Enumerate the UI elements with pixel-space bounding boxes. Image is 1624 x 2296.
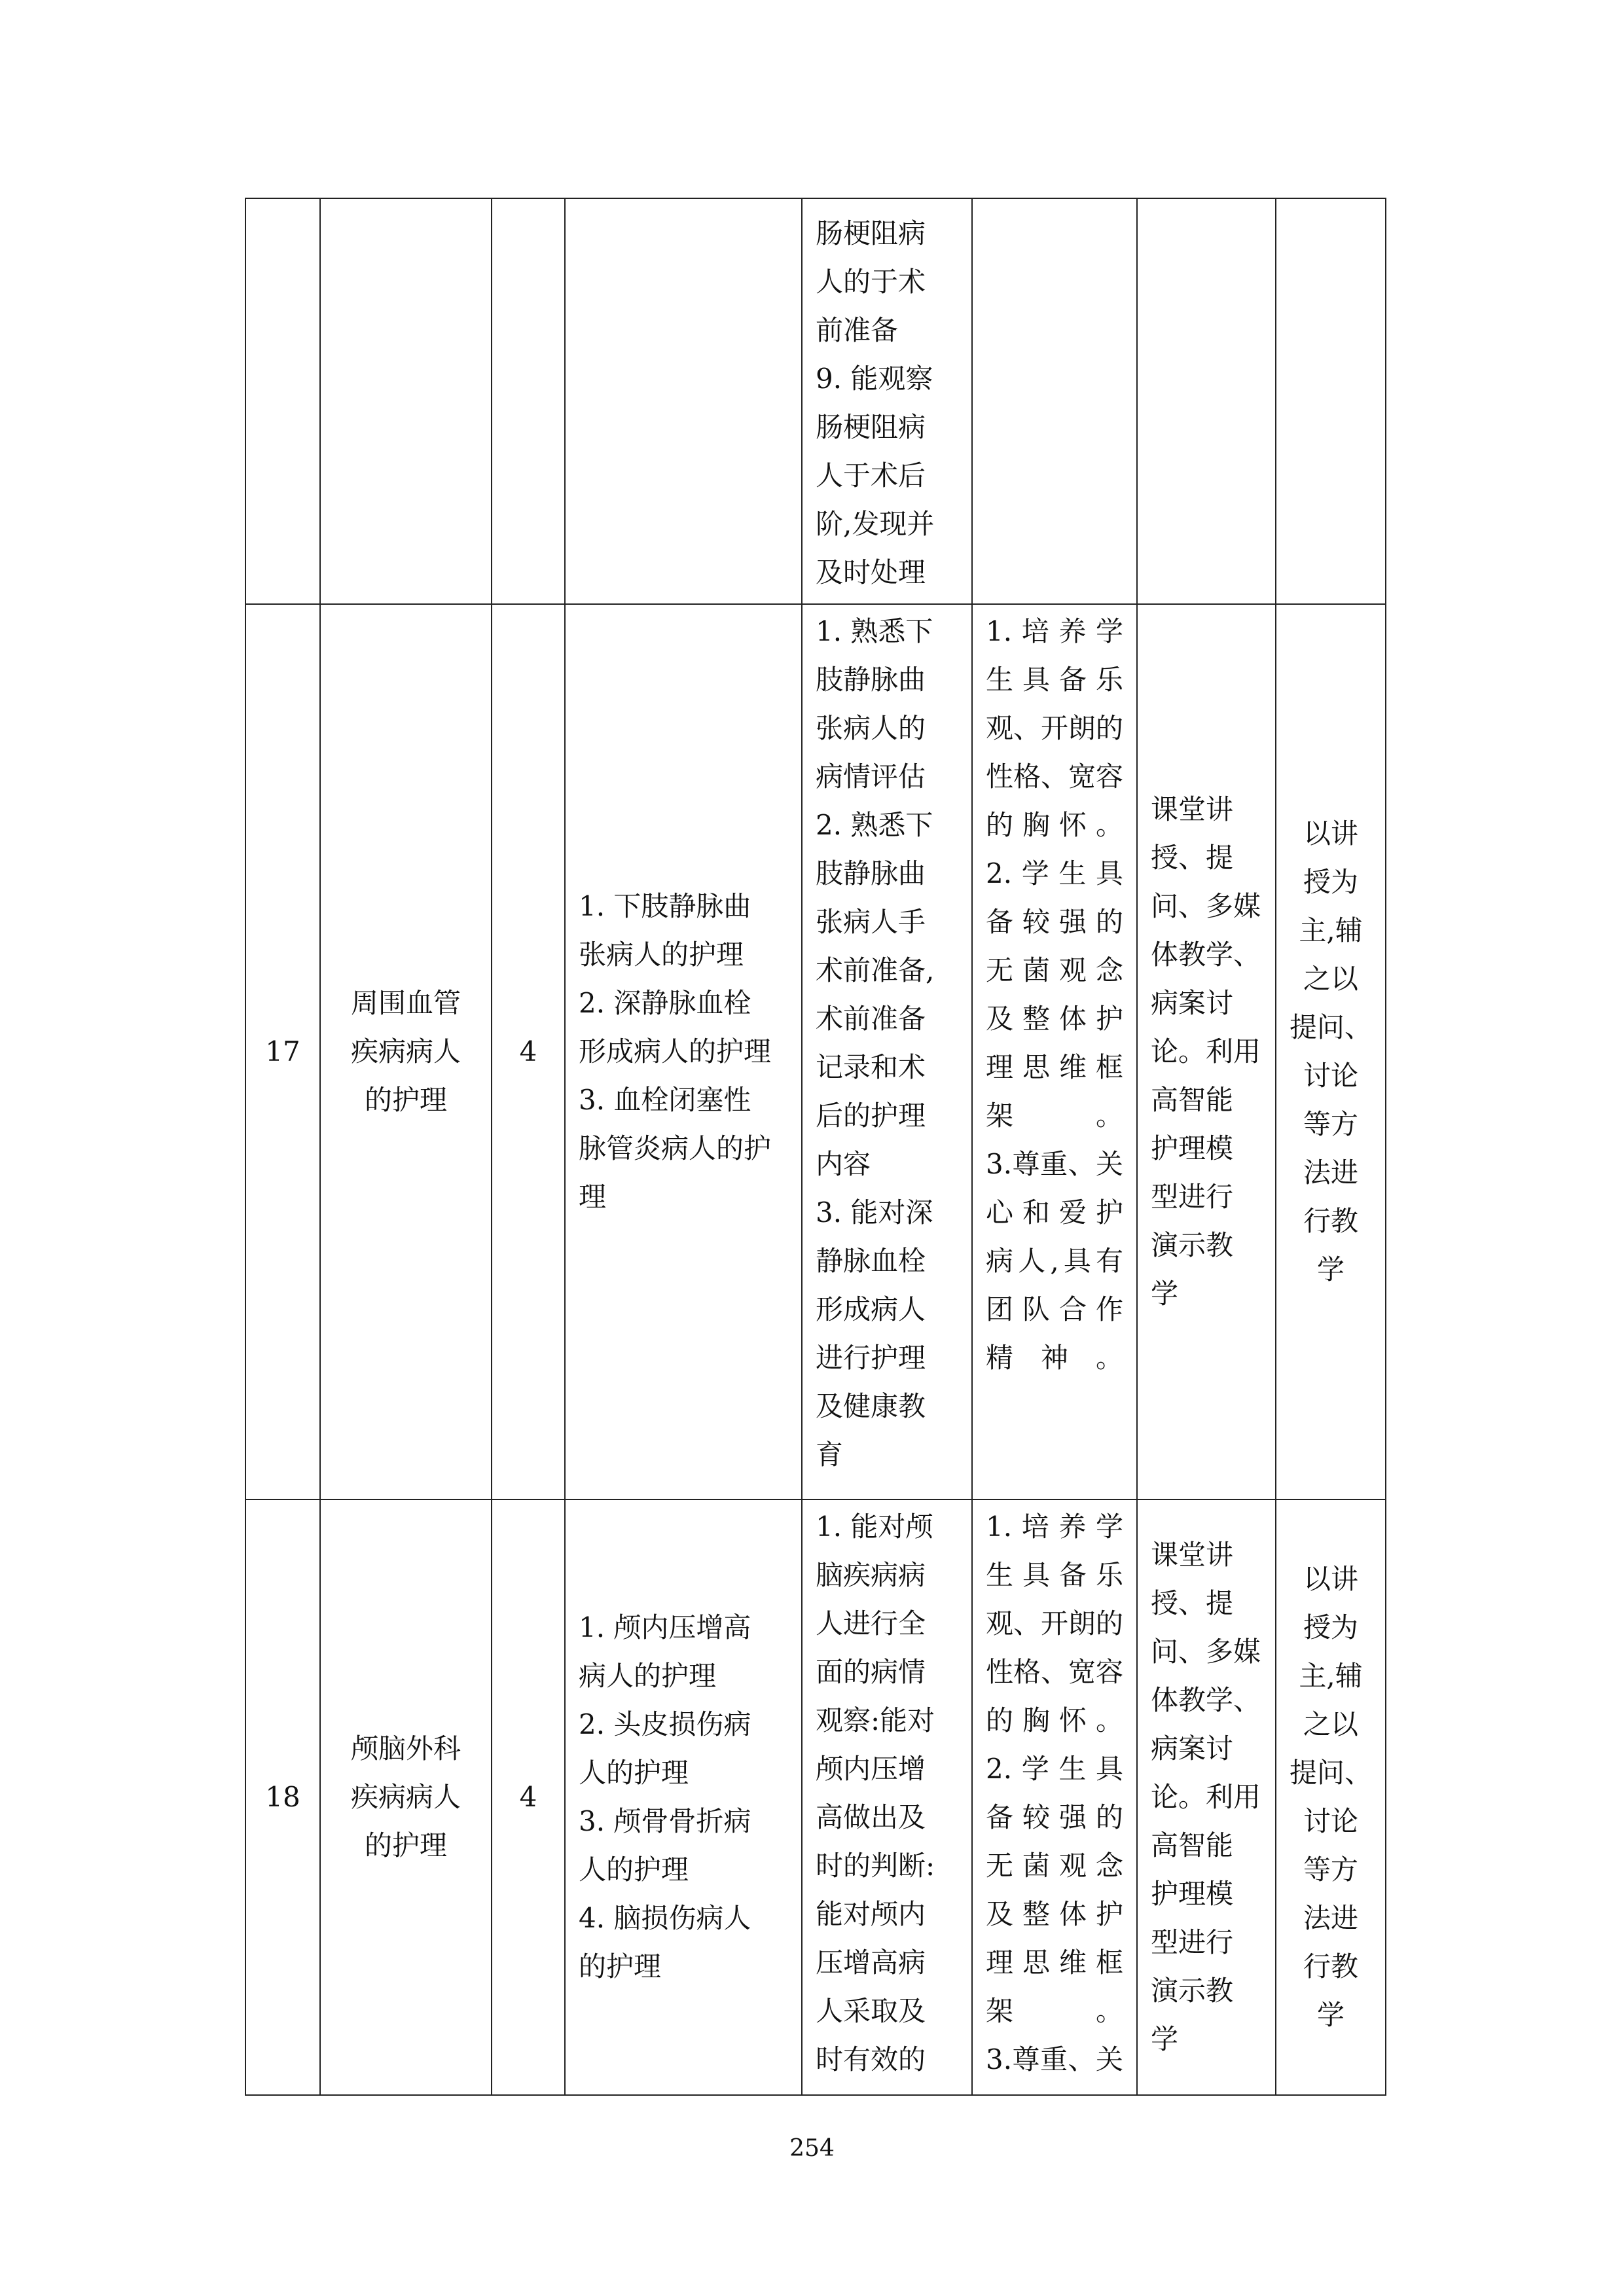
cell-text-line: 护理模 (1151, 1132, 1234, 1164)
cell-text-line: 问、多媒 (1151, 890, 1261, 922)
cell-text-line: 提问、 (1290, 1757, 1373, 1789)
cell-text-line: 等方 (1303, 1108, 1359, 1140)
cell-text-line: 性格、宽容 (986, 761, 1124, 793)
quality-objectives-cell (972, 604, 1137, 1499)
cell-text-line: 学 (1151, 1278, 1179, 1310)
cell-text-line: 演示教 (1151, 1229, 1234, 1261)
cell-text-line: 4. 脑损伤病人 (579, 1902, 751, 1934)
cell-text-line: 问、多媒 (1151, 1636, 1261, 1668)
cell-text-line: 团队合作 (986, 1293, 1124, 1325)
row-number-cell: 17 (245, 604, 320, 1499)
cell-text-line: 内容 (816, 1148, 871, 1180)
cell-text-line: 1. 能对颅 (816, 1511, 933, 1543)
cell-text-line: 进行护理 (816, 1342, 926, 1374)
cell-text-line: 生具备乐 (986, 664, 1124, 696)
cell-text-line: 精神。 (986, 1342, 1124, 1374)
cell-text-line: 3. 颅骨骨折病 (579, 1805, 751, 1837)
cell-text-line: 人采取及 (816, 1995, 926, 2027)
cell-text-line: 脉管炎病人的护 (579, 1132, 772, 1164)
cell-text-line: 学 (1317, 1999, 1345, 2031)
content-cell (565, 604, 802, 1499)
cell-text-line: 张病人的护理 (579, 939, 744, 971)
cell-text-line: 术前准备, (816, 954, 935, 986)
topic-cell (320, 604, 492, 1499)
cell-text-line: 育 (816, 1439, 844, 1471)
cell-text-line: 2. 头皮损伤病 (579, 1708, 751, 1740)
cell-text-line: 颅内压增 (816, 1753, 926, 1785)
cell-text-line: 论。利用 (1151, 1781, 1261, 1813)
hours-cell: 4 (492, 604, 565, 1499)
cell-text-line: 肠梗阻病 (816, 217, 926, 249)
cell-text-line: 病案讨 (1151, 1732, 1234, 1765)
cell-text-line: 护理模 (1151, 1878, 1234, 1910)
cell-text-line: 学 (1151, 2023, 1179, 2055)
cell-text-line: 法进 (1303, 1902, 1359, 1934)
hours-cell (492, 198, 565, 604)
cell-text-line: 病人,具有 (986, 1245, 1124, 1277)
cell-text-line: 的护理 (364, 1829, 447, 1861)
cell-text-line: 压增高病 (816, 1946, 926, 1979)
cell-text-line: 架。 (986, 1995, 1124, 2027)
cell-text-line: 讨论 (1303, 1805, 1359, 1837)
cell-text-line: 9. 能观察 (816, 363, 933, 395)
cell-text-line: 及整体护 (986, 1003, 1124, 1035)
cell-text-line: 阶,发现并 (816, 508, 935, 540)
cell-text-line: 理思维框 (986, 1946, 1124, 1979)
cell-text-line: 2. 深静脉血栓 (579, 987, 751, 1019)
cell-text-line: 以讲 (1303, 817, 1359, 850)
cell-text-line: 架。 (986, 1100, 1124, 1132)
cell-text-line: 高智能 (1151, 1829, 1234, 1861)
cell-text-line: 授、提 (1151, 1587, 1234, 1619)
quality-objectives-cell (972, 1499, 1137, 2095)
topic-cell (320, 1499, 492, 2095)
cell-text-line: 主,辅 (1299, 914, 1363, 946)
quality-objectives-cell (972, 198, 1137, 604)
cell-text-line: 的护理 (579, 1950, 662, 1982)
cell-text-line: 理 (579, 1181, 607, 1213)
cell-text-line: 学 (1317, 1253, 1345, 1285)
course-table (245, 198, 1386, 2096)
cell-text-line: 主,辅 (1299, 1660, 1363, 1692)
cell-text-line: 面的病情 (816, 1656, 926, 1688)
cell-text-line: 授为 (1303, 866, 1359, 898)
cell-text-line: 性格、宽容 (986, 1656, 1124, 1688)
cell-text-line: 授、提 (1151, 842, 1234, 874)
cell-text-line: 课堂讲 (1151, 793, 1234, 825)
cell-text-line: 2. 熟悉下 (816, 809, 933, 841)
cell-text-line: 授为 (1303, 1611, 1359, 1643)
row-number-cell (245, 198, 320, 604)
cell-text-line: 论。利用 (1151, 1035, 1261, 1067)
cell-text-line: 行教 (1303, 1950, 1359, 1982)
cell-text-line: 及健康教 (816, 1390, 926, 1422)
cell-text-line: 静脉血栓 (816, 1245, 926, 1277)
cell-text-line: 人的于术 (816, 266, 926, 298)
cell-text-line: 1.培养学 (986, 615, 1124, 647)
cell-text-line: 讨论 (1303, 1060, 1359, 1092)
cell-text-line: 生具备乐 (986, 1559, 1124, 1591)
cell-text-line: 3. 血栓闭塞性 (579, 1084, 751, 1116)
cell-text-line: 形成病人的护理 (579, 1035, 772, 1067)
cell-text-line: 体教学、 (1151, 939, 1261, 971)
content-cell (565, 198, 802, 604)
cell-text-line: 体教学、 (1151, 1684, 1261, 1716)
cell-text-line: 的护理 (364, 1084, 447, 1116)
cell-text-line: 法进 (1303, 1157, 1359, 1189)
teaching-method-cell (1137, 604, 1276, 1499)
cell-text-line: 无菌观念 (986, 1850, 1124, 1882)
cell-text-line: 前准备 (816, 314, 899, 346)
cell-text-line: 时有效的 (816, 2043, 926, 2075)
teaching-method-cell (1137, 1499, 1276, 2095)
table-row (245, 1499, 1386, 2095)
cell-text-line: 型进行 (1151, 1926, 1234, 1958)
cell-text-line: 病案讨 (1151, 987, 1234, 1019)
cell-text-line: 心和爱护 (986, 1196, 1124, 1229)
cell-text-line: 人进行全 (816, 1607, 926, 1640)
cell-text-line: 课堂讲 (1151, 1539, 1234, 1571)
cell-text-line: 2.学生具 (986, 857, 1124, 889)
cell-text-line: 理思维框 (986, 1051, 1124, 1083)
skill-objectives-cell (802, 198, 972, 604)
cell-text-line: 3.尊重、关 (986, 2043, 1124, 2075)
teaching-note-cell (1276, 1499, 1386, 2095)
cell-text-line: 的胸怀。 (986, 1704, 1124, 1736)
cell-text-line: 肠梗阻病 (816, 411, 926, 443)
cell-text-line: 1. 下肢静脉曲 (579, 890, 751, 922)
table-row (245, 604, 1386, 1499)
cell-text-line: 术前准备 (816, 1003, 926, 1035)
cell-text-line: 形成病人 (816, 1293, 926, 1325)
cell-text-line: 1. 颅内压增高 (579, 1611, 751, 1643)
cell-text-line: 1. 熟悉下 (816, 615, 933, 647)
cell-text-line: 人的护理 (579, 1757, 689, 1789)
cell-text-line: 疾病病人 (350, 1781, 461, 1813)
cell-text-line: 1.培养学 (986, 1511, 1124, 1543)
teaching-note-cell (1276, 198, 1386, 604)
cell-text-line: 演示教 (1151, 1975, 1234, 2007)
cell-text-line: 脑疾病病 (816, 1559, 926, 1591)
cell-text-line: 之以 (1303, 963, 1359, 995)
cell-text-line: 以讲 (1303, 1563, 1359, 1595)
cell-text-line: 能对颅内 (816, 1898, 926, 1930)
cell-text-line: 周围血管 (350, 987, 461, 1019)
cell-text-line: 后的护理 (816, 1100, 926, 1132)
cell-text-line: 时的判断: (816, 1850, 935, 1882)
cell-text-line: 张病人的 (816, 712, 926, 744)
cell-text-line: 3.尊重、关 (986, 1148, 1124, 1180)
topic-cell (320, 198, 492, 604)
cell-text-line: 2.学生具 (986, 1753, 1124, 1785)
cell-text-line: 肢静脉曲 (816, 664, 926, 696)
teaching-note-cell (1276, 604, 1386, 1499)
cell-text-line: 的胸怀。 (986, 809, 1124, 841)
cell-text-line: 等方 (1303, 1854, 1359, 1886)
cell-text-line: 无菌观念 (986, 954, 1124, 986)
course-table-body (245, 198, 1386, 2095)
cell-text-line: 人于术后 (816, 459, 926, 492)
cell-text-line: 肢静脉曲 (816, 857, 926, 889)
table-row (245, 198, 1386, 604)
cell-text-line: 型进行 (1151, 1181, 1234, 1213)
cell-text-line: 病情评估 (816, 761, 926, 793)
hours-cell: 4 (492, 1499, 565, 2095)
cell-text-line: 3. 能对深 (816, 1196, 933, 1229)
cell-text-line: 疾病病人 (350, 1035, 461, 1067)
page-number: 254 (789, 2135, 835, 2162)
cell-text-line: 高做出及 (816, 1801, 926, 1833)
cell-text-line: 提问、 (1290, 1011, 1373, 1043)
cell-text-line: 之以 (1303, 1708, 1359, 1740)
cell-text-line: 人的护理 (579, 1854, 689, 1886)
cell-text-line: 行教 (1303, 1205, 1359, 1237)
skill-objectives-cell (802, 1499, 972, 2095)
cell-text-line: 记录和术 (816, 1051, 926, 1083)
cell-text-line: 观察:能对 (816, 1704, 935, 1736)
content-cell (565, 1499, 802, 2095)
cell-text-line: 观、开朗的 (986, 1607, 1124, 1640)
cell-text-line: 及时处理 (816, 556, 926, 588)
cell-text-line: 备较强的 (986, 1801, 1124, 1833)
cell-text-line: 病人的护理 (579, 1660, 717, 1692)
cell-text-line: 观、开朗的 (986, 712, 1124, 744)
cell-text-line: 张病人手 (816, 906, 926, 938)
cell-text-line: 备较强的 (986, 906, 1124, 938)
skill-objectives-cell (802, 604, 972, 1499)
cell-text-line: 及整体护 (986, 1898, 1124, 1930)
cell-text-line: 高智能 (1151, 1084, 1234, 1116)
cell-text-line: 颅脑外科 (350, 1732, 461, 1765)
teaching-method-cell (1137, 198, 1276, 604)
row-number-cell: 18 (245, 1499, 320, 2095)
